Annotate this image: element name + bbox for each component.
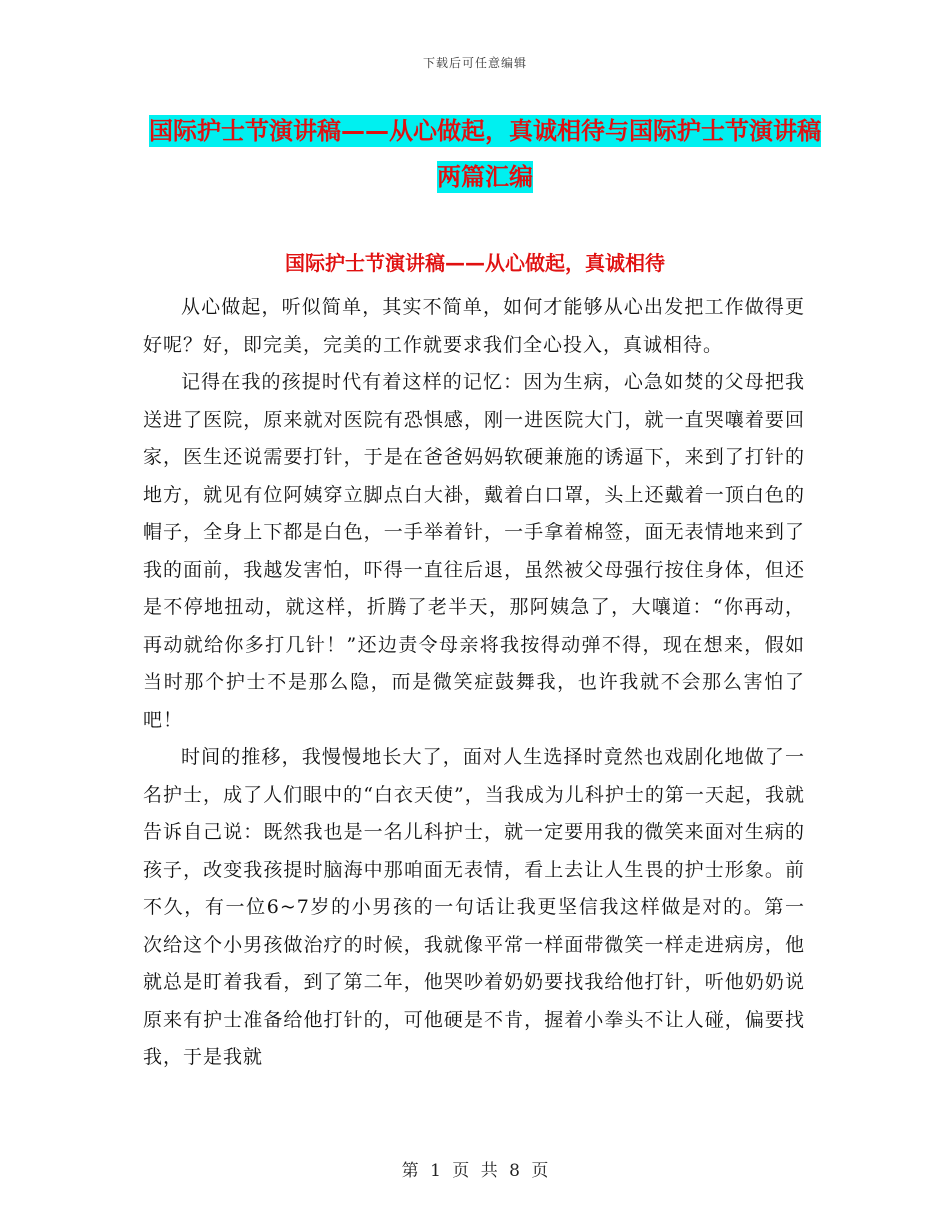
paragraph: 记得在我的孩提时代有着这样的记忆：因为生病，心急如焚的父母把我送进了医院，原来就对医院有恐惧感，刚一进医院大门，就一直哭嚷着要回家，医生还说需要打针，于是在爸爸妈妈软硬兼施的诱逼下，来到了打针的地方，就见有位阿姨穿立脚点白大褂，戴着白口罩，头上还戴着一顶白色的帽子，全身上下都是白色，一手举着针，一手拿着棉签，面无表情地来到了我的面前，我越发害怕，吓得一直往后退，虽然被父母强行按住身体，但还是不停地扭动，就这样，折腾了老半天，那阿姨急了，大嚷道：“你再动，再动就给你多打几针！”还边责令母亲将我按得动弹不得，现在想来，假如当时那个护士不是那么隐，而是微笑症鼓舞我，也许我就不会那么害怕了吧！ — [143, 371, 805, 731]
document-main-title — [140, 108, 830, 200]
section-title: 国际护士节演讲稿——从心做起，真诚相待 — [285, 251, 665, 275]
paragraph: 从心做起，听似简单，其实不简单，如何才能够从心出发把工作做得更好呢？好，即完美，完美的工作就要求我们全心投入，真诚相待。 — [143, 296, 805, 356]
document-body — [143, 289, 805, 1077]
page-footer: 第 1 页 共 8 页 — [401, 1161, 549, 1181]
header-note: 下载后可任意编辑 — [422, 56, 527, 70]
paragraph: 时间的推移，我慢慢地长大了，面对人生选择时竟然也戏剧化地做了一名护士，成了人们眼中的“白衣天使”，当我成为儿科护士的第一天起，我就告诉自己说：既然我也是一名儿科护士，就一定要用我的微笑来面对生病的孩子，改变我孩提时脑海中那咱面无表情，看上去让人生畏的护士形象。前不久，有一位6~7岁的小男孩的一句话让我更坚信我这样做是对的。第一次给这个小男孩做治疗的时候，我就像平常一样面带微笑一样走进病房，他就总是盯着我看，到了第二年，他哭吵着奶奶要找我给他打针，听他奶奶说原来有护士准备给他打针的，可他硬是不肯，握着小拳头不让人碰，偏要找我，于是我就 — [143, 746, 805, 1068]
main-title-highlight: 国际护士节演讲稿——从心做起，真诚相待与国际护士节演讲稿两篇汇编 — [149, 117, 821, 191]
